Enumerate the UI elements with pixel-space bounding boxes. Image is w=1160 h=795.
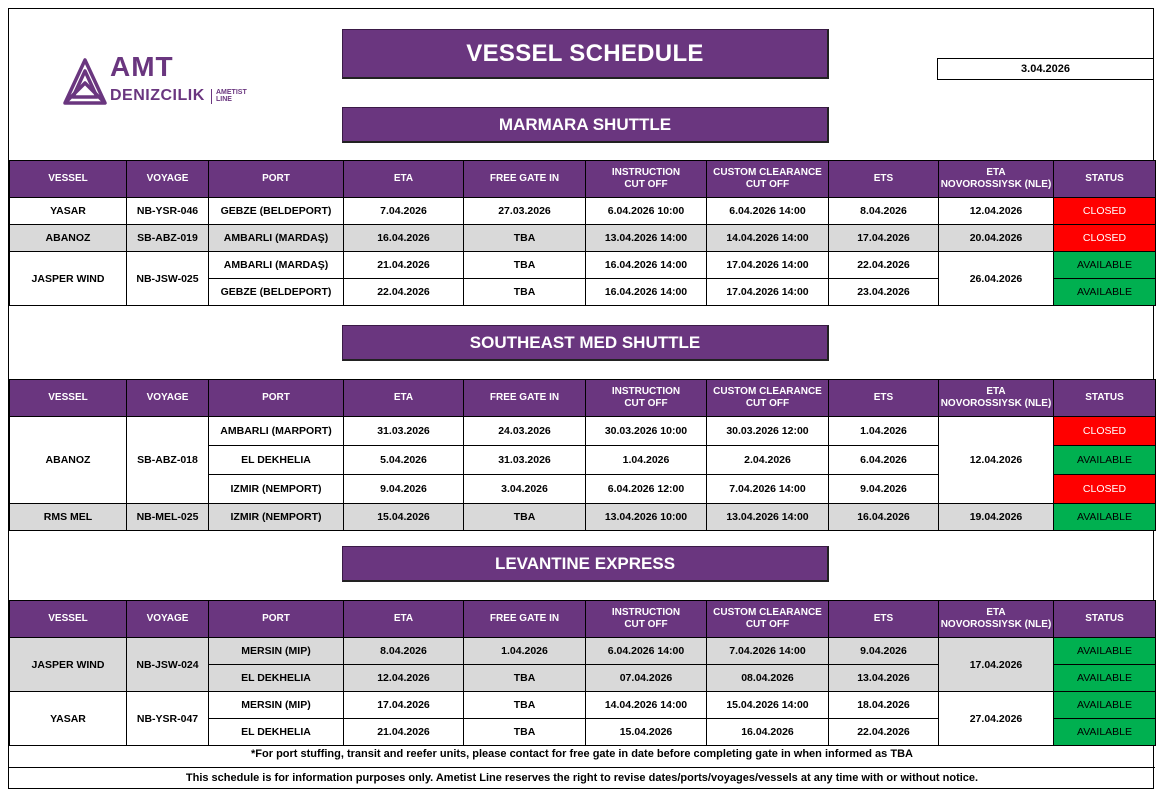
col-eta-nle: [939, 380, 1054, 417]
col-ets: ETS: [829, 161, 939, 198]
port-cell: AMBARLI (MARDAŞ): [209, 225, 344, 252]
col-voyage: VOYAGE: [127, 161, 209, 198]
page-title: VESSEL SCHEDULE: [342, 29, 829, 79]
free-gate-cell: TBA: [464, 225, 586, 252]
col-status: STATUS: [1054, 161, 1156, 198]
col-instruction: [586, 161, 707, 198]
customs-cell: 16.04.2026: [707, 719, 829, 746]
status-badge: AVAILABLE: [1054, 504, 1156, 531]
col-customs: [707, 380, 829, 417]
eta-cell: 17.04.2026: [344, 692, 464, 719]
eta-nle-cell: 19.04.2026: [939, 504, 1054, 531]
customs-cell: 7.04.2026 14:00: [707, 638, 829, 665]
free-gate-cell: 27.03.2026: [464, 198, 586, 225]
free-gate-cell: TBA: [464, 665, 586, 692]
status-badge: AVAILABLE: [1054, 446, 1156, 475]
eta-cell: 15.04.2026: [344, 504, 464, 531]
col-eta-nle-l2: NOVOROSSIYSK (NLE): [940, 179, 1052, 190]
col-customs-l1: CUSTOM CLEARANCE: [713, 607, 822, 618]
instruction-cell: 16.04.2026 14:00: [586, 252, 707, 279]
port-cell: AMBARLI (MARDAŞ): [209, 252, 344, 279]
free-gate-cell: 1.04.2026: [464, 638, 586, 665]
table-row: [10, 225, 1156, 252]
eta-cell: 8.04.2026: [344, 638, 464, 665]
voyage-cell: SB-ABZ-019: [127, 225, 209, 252]
vessel-cell: YASAR: [10, 692, 127, 746]
free-gate-cell: TBA: [464, 279, 586, 306]
col-port: PORT: [209, 161, 344, 198]
voyage-cell: NB-JSW-025: [127, 252, 209, 306]
col-eta-nle: [939, 161, 1054, 198]
table-row: [10, 504, 1156, 531]
eta-cell: 21.04.2026: [344, 252, 464, 279]
vessel-cell: ABANOZ: [10, 417, 127, 504]
footnote: *For port stuffing, transit and reefer units, please contact for free gate in date before completing gate in when informed as TBA: [251, 748, 913, 760]
table-row: [10, 417, 1156, 446]
free-gate-cell: TBA: [464, 504, 586, 531]
ets-cell: 16.04.2026: [829, 504, 939, 531]
vessel-cell: RMS MEL: [10, 504, 127, 531]
free-gate-cell: 31.03.2026: [464, 446, 586, 475]
table-row: [10, 692, 1156, 719]
port-cell: MERSIN (MIP): [209, 638, 344, 665]
instruction-cell: 30.03.2026 10:00: [586, 417, 707, 446]
free-gate-cell: TBA: [464, 252, 586, 279]
free-gate-cell: TBA: [464, 719, 586, 746]
ets-cell: 17.04.2026: [829, 225, 939, 252]
instruction-cell: 13.04.2026 14:00: [586, 225, 707, 252]
eta-nle-cell: 20.04.2026: [939, 225, 1054, 252]
col-status: STATUS: [1054, 601, 1156, 638]
section-title-southeast-med: SOUTHEAST MED SHUTTLE: [342, 325, 829, 361]
eta-nle-cell: 12.04.2026: [939, 198, 1054, 225]
voyage-cell: NB-YSR-046: [127, 198, 209, 225]
col-instruction-l1: INSTRUCTION: [611, 386, 681, 397]
col-eta: ETA: [344, 380, 464, 417]
col-customs-l2: CUT OFF: [745, 398, 790, 409]
header-row: [10, 601, 1156, 638]
ets-cell: 22.04.2026: [829, 252, 939, 279]
customs-cell: 2.04.2026: [707, 446, 829, 475]
port-cell: IZMIR (NEMPORT): [209, 504, 344, 531]
col-customs-l1: CUSTOM CLEARANCE: [713, 167, 822, 178]
col-instruction: [586, 380, 707, 417]
port-cell: EL DEKHELIA: [209, 665, 344, 692]
ets-cell: 1.04.2026: [829, 417, 939, 446]
col-instruction-l2: CUT OFF: [624, 619, 668, 630]
customs-cell: 13.04.2026 14:00: [707, 504, 829, 531]
col-instruction-l2: CUT OFF: [624, 179, 668, 190]
col-instruction-l1: INSTRUCTION: [611, 607, 681, 618]
status-badge: CLOSED: [1054, 417, 1156, 446]
voyage-cell: NB-JSW-024: [127, 638, 209, 692]
status-badge: CLOSED: [1054, 475, 1156, 504]
ets-cell: 9.04.2026: [829, 475, 939, 504]
customs-cell: 17.04.2026 14:00: [707, 252, 829, 279]
instruction-cell: 6.04.2026 14:00: [586, 638, 707, 665]
col-instruction: [586, 601, 707, 638]
ets-cell: 9.04.2026: [829, 638, 939, 665]
col-eta-nle: [939, 601, 1054, 638]
col-eta-nle-l1: ETA: [986, 167, 1006, 178]
col-eta-nle-l1: ETA: [986, 607, 1006, 618]
col-vessel: VESSEL: [10, 161, 127, 198]
status-badge: AVAILABLE: [1054, 665, 1156, 692]
col-instruction-l1: INSTRUCTION: [611, 167, 681, 178]
port-cell: EL DEKHELIA: [209, 446, 344, 475]
port-cell: MERSIN (MIP): [209, 692, 344, 719]
customs-cell: 6.04.2026 14:00: [707, 198, 829, 225]
col-instruction-l2: CUT OFF: [624, 398, 668, 409]
eta-nle-cell: 17.04.2026: [939, 638, 1054, 692]
status-badge: AVAILABLE: [1054, 638, 1156, 665]
vessel-cell: JASPER WIND: [10, 252, 127, 306]
col-voyage: VOYAGE: [127, 380, 209, 417]
eta-nle-cell: 26.04.2026: [939, 252, 1054, 306]
col-customs-l2: CUT OFF: [745, 619, 790, 630]
status-badge: AVAILABLE: [1054, 692, 1156, 719]
levantine-table: [9, 600, 1156, 746]
col-status: STATUS: [1054, 380, 1156, 417]
voyage-cell: NB-YSR-047: [127, 692, 209, 746]
col-eta-nle-l2: NOVOROSSIYSK (NLE): [940, 619, 1052, 630]
eta-cell: 31.03.2026: [344, 417, 464, 446]
table-row: [10, 638, 1156, 665]
col-eta-nle-l2: NOVOROSSIYSK (NLE): [940, 398, 1052, 409]
eta-nle-cell: 12.04.2026: [939, 417, 1054, 504]
ets-cell: 22.04.2026: [829, 719, 939, 746]
instruction-cell: 14.04.2026 14:00: [586, 692, 707, 719]
schedule-sheet: [8, 8, 1154, 789]
section-title-marmara: MARMARA SHUTTLE: [342, 107, 829, 143]
eta-cell: 16.04.2026: [344, 225, 464, 252]
eta-cell: 9.04.2026: [344, 475, 464, 504]
logo-tag-line: LINE: [216, 96, 232, 103]
col-vessel: VESSEL: [10, 601, 127, 638]
instruction-cell: 1.04.2026: [586, 446, 707, 475]
customs-cell: 30.03.2026 12:00: [707, 417, 829, 446]
ets-cell: 8.04.2026: [829, 198, 939, 225]
free-gate-cell: 3.04.2026: [464, 475, 586, 504]
section-title-levantine: LEVANTINE EXPRESS: [342, 546, 829, 582]
col-free-gate: FREE GATE IN: [464, 601, 586, 638]
ets-cell: 6.04.2026: [829, 446, 939, 475]
col-ets: ETS: [829, 380, 939, 417]
header-row: [10, 161, 1156, 198]
eta-cell: 21.04.2026: [344, 719, 464, 746]
logo-tagline: [216, 89, 247, 103]
eta-cell: 5.04.2026: [344, 446, 464, 475]
instruction-cell: 13.04.2026 10:00: [586, 504, 707, 531]
schedule-date: 3.04.2026: [937, 58, 1154, 80]
ets-cell: 13.04.2026: [829, 665, 939, 692]
table-row: [10, 252, 1156, 279]
status-badge: AVAILABLE: [1054, 719, 1156, 746]
status-badge: CLOSED: [1054, 198, 1156, 225]
col-customs: [707, 161, 829, 198]
logo-brand: AMT: [110, 51, 174, 82]
status-badge: AVAILABLE: [1054, 252, 1156, 279]
amt-logo-icon: [61, 57, 109, 109]
col-eta: ETA: [344, 161, 464, 198]
table-row: [10, 198, 1156, 225]
free-gate-cell: TBA: [464, 692, 586, 719]
vessel-cell: YASAR: [10, 198, 127, 225]
voyage-cell: SB-ABZ-018: [127, 417, 209, 504]
col-port: PORT: [209, 601, 344, 638]
status-badge: CLOSED: [1054, 225, 1156, 252]
instruction-cell: 15.04.2026: [586, 719, 707, 746]
port-cell: EL DEKHELIA: [209, 719, 344, 746]
eta-cell: 7.04.2026: [344, 198, 464, 225]
col-eta-nle-l1: ETA: [986, 386, 1006, 397]
port-cell: GEBZE (BELDEPORT): [209, 198, 344, 225]
header-row: [10, 380, 1156, 417]
ets-cell: 18.04.2026: [829, 692, 939, 719]
port-cell: GEBZE (BELDEPORT): [209, 279, 344, 306]
eta-cell: 12.04.2026: [344, 665, 464, 692]
col-customs: [707, 601, 829, 638]
logo-tag-ametist: AMETIST: [216, 89, 247, 96]
disclaimer: This schedule is for information purposes only. Ametist Line reserves the right to revise dates/ports/voyages/vessels at any time with or without notice.: [9, 767, 1155, 789]
status-badge: AVAILABLE: [1054, 279, 1156, 306]
logo-separator: [211, 89, 212, 104]
vessel-cell: ABANOZ: [10, 225, 127, 252]
marmara-table: [9, 160, 1156, 306]
col-port: PORT: [209, 380, 344, 417]
col-customs-l2: CUT OFF: [745, 179, 790, 190]
voyage-cell: NB-MEL-025: [127, 504, 209, 531]
col-eta: ETA: [344, 601, 464, 638]
customs-cell: 14.04.2026 14:00: [707, 225, 829, 252]
free-gate-cell: 24.03.2026: [464, 417, 586, 446]
instruction-cell: 16.04.2026 14:00: [586, 279, 707, 306]
customs-cell: 7.04.2026 14:00: [707, 475, 829, 504]
ets-cell: 23.04.2026: [829, 279, 939, 306]
instruction-cell: 6.04.2026 10:00: [586, 198, 707, 225]
southeast-med-table: [9, 379, 1156, 531]
vessel-cell: JASPER WIND: [10, 638, 127, 692]
customs-cell: 15.04.2026 14:00: [707, 692, 829, 719]
col-voyage: VOYAGE: [127, 601, 209, 638]
col-free-gate: FREE GATE IN: [464, 161, 586, 198]
instruction-cell: 07.04.2026: [586, 665, 707, 692]
port-cell: AMBARLI (MARPORT): [209, 417, 344, 446]
eta-nle-cell: 27.04.2026: [939, 692, 1054, 746]
logo-subtitle: DENIZCILIK: [110, 87, 205, 104]
col-customs-l1: CUSTOM CLEARANCE: [713, 386, 822, 397]
eta-cell: 22.04.2026: [344, 279, 464, 306]
col-free-gate: FREE GATE IN: [464, 380, 586, 417]
col-vessel: VESSEL: [10, 380, 127, 417]
customs-cell: 08.04.2026: [707, 665, 829, 692]
instruction-cell: 6.04.2026 12:00: [586, 475, 707, 504]
customs-cell: 17.04.2026 14:00: [707, 279, 829, 306]
port-cell: IZMIR (NEMPORT): [209, 475, 344, 504]
col-ets: ETS: [829, 601, 939, 638]
